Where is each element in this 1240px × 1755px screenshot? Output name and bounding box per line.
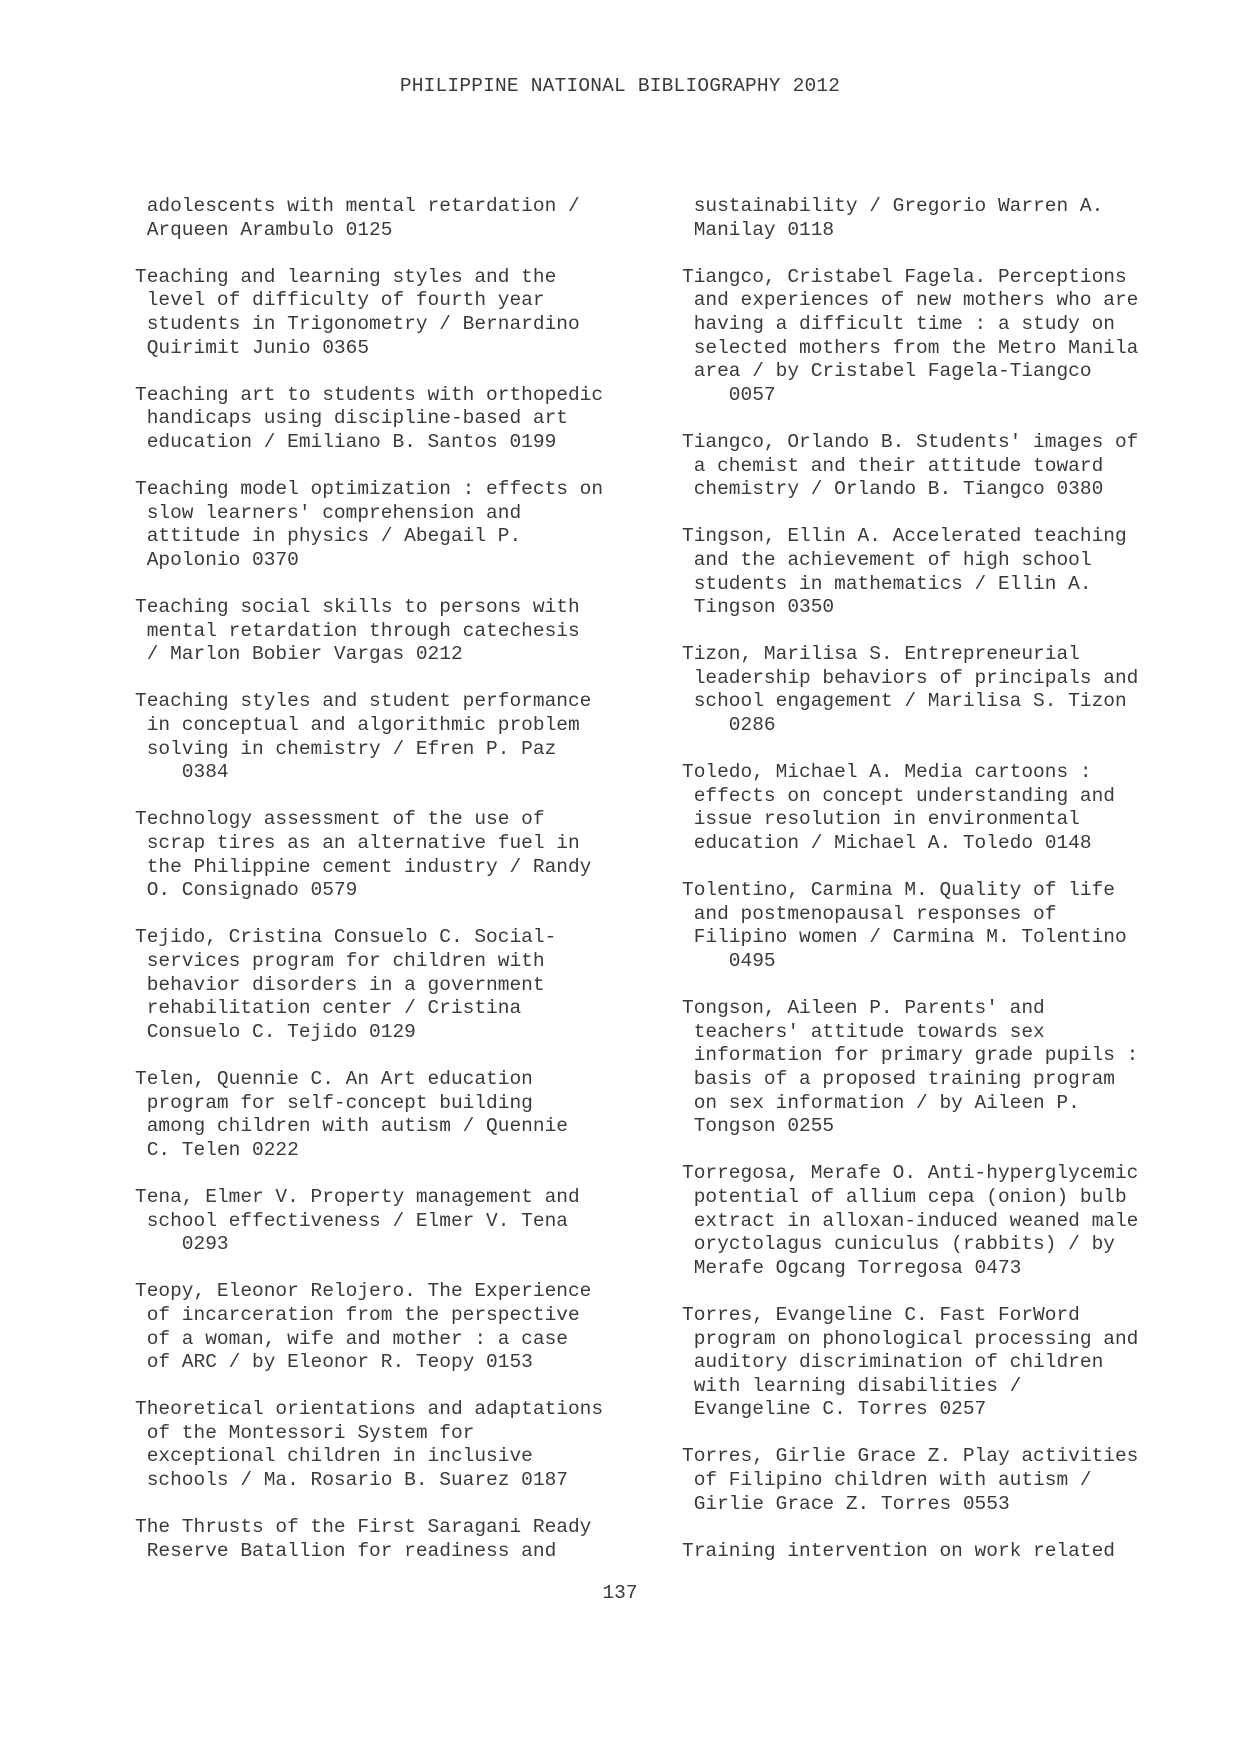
bibliography-entry: Teaching model optimization : effects on slow learners' comprehension and attitude in physics / Abegail P. Apolonio 0370 [135, 478, 604, 571]
bibliography-entry: Tiangco, Orlando B. Students' images of a chemist and their attitude toward chemistry / Orlando B. Tiangco 0380 [682, 430, 1139, 501]
running-header: PHILIPPINE NATIONAL BIBLIOGRAPHY 2012 [399, 75, 841, 97]
bibliography-entry: Torres, Evangeline C. Fast ForWord program on phonological processing and auditory discrimination of children with learning disabilities / Evangeline C. Torres 0257 [682, 1303, 1139, 1421]
bibliography-entry: The Thrusts of the First Saragani Ready Reserve Batallion for readiness and [135, 1516, 592, 1562]
right-column [682, 195, 1212, 1587]
bibliography-entry: Teaching styles and student performance in conceptual and algorithmic problem solving in chemistry / Efren P. Paz 0384 [135, 690, 592, 784]
bibliography-entry: Teaching social skills to persons with mental retardation through catechesis / Marlon Bobier Vargas 0212 [135, 596, 580, 666]
bibliography-entry: adolescents with mental retardation / Arqueen Arambulo 0125 [146, 195, 580, 241]
bibliography-entry: Torres, Girlie Grace Z. Play activities of Filipino children with autism / Girlie Grace Z. Torres 0553 [682, 1445, 1139, 1515]
bibliography-entry: Tingson, Ellin A. Accelerated teaching and the achievement of high school students in mathematics / Ellin A. Tingson 0350 [682, 525, 1127, 619]
bibliography-entry: Theoretical orientations and adaptations of the Montessori System for exceptional children in inclusive schools / Ma. Rosario B. Suarez 0187 [135, 1398, 604, 1492]
bibliography-entry: sustainability / Gregorio Warren A. Manilay 0118 [693, 195, 1104, 241]
bibliography-entry: Tejido, Cristina Consuelo C. Social- services program for children with behavior disorders in a government rehabilitation center / Cristina Consuelo C. Tejido 0129 [135, 926, 557, 1043]
bibliography-entry: Tizon, Marilisa S. Entrepreneurial leadership behaviors of principals and school engagement / Marilisa S. Tizon 0286 [682, 643, 1139, 737]
bibliography-entry: Tiangco, Cristabel Fagela. Perceptions and experiences of new mothers who are having a difficult time : a study on selected mothers from the Metro Manila area / by Cristabel Fagela-Tiangco 0057 [682, 265, 1139, 406]
bibliography-entry: Torregosa, Merafe O. Anti-hyperglycemic potential of allium cepa (onion) bulb extract in alloxan-induced weaned male oryctolagus cuniculus (rabbits) / by Merafe Ogcang Torregosa 0473 [682, 1162, 1139, 1279]
bibliography-entry: Technology assessment of the use of scrap tires as an alternative fuel in the Philippine cement industry / Randy O. Consignado 0579 [135, 808, 592, 902]
bibliography-entry: Tongson, Aileen P. Parents' and teachers' attitude towards sex information for primary grade pupils : basis of a proposed training program on sex information / by Aileen P. Tongson 0255 [682, 997, 1139, 1138]
bibliography-entry: Tolentino, Carmina M. Quality of life and postmenopausal responses of Filipino women / Carmina M. Tolentino 0495 [682, 879, 1127, 972]
bibliography-entry: Tena, Elmer V. Property management and school effectiveness / Elmer V. Tena 0293 [135, 1185, 580, 1256]
bibliography-entry: Telen, Quennie C. An Art education program for self-concept building among children with autism / Quennie C. Telen 0222 [135, 1067, 568, 1161]
bibliography-entry: Teaching and learning styles and the level of difficulty of fourth year students in Trigonometry / Bernardino Quirimit Junio 0365 [135, 265, 580, 359]
page-number: 137 [602, 1582, 638, 1604]
bibliography-entry: Training intervention on work related [682, 1539, 1115, 1562]
bibliography-entry: Teaching art to students with orthopedic handicaps using discipline-based art education / Emiliano B. Santos 0199 [135, 383, 604, 453]
bibliography-entry: Teopy, Eleonor Relojero. The Experience of incarceration from the perspective of a woman, wife and mother : a case of ARC / by Eleonor R. Teopy 0153 [135, 1280, 592, 1374]
left-column [135, 195, 655, 1587]
bibliography-entry: Toledo, Michael A. Media cartoons : effects on concept understanding and issue resolution in environmental education / Michael A. Toledo 0148 [682, 761, 1115, 855]
